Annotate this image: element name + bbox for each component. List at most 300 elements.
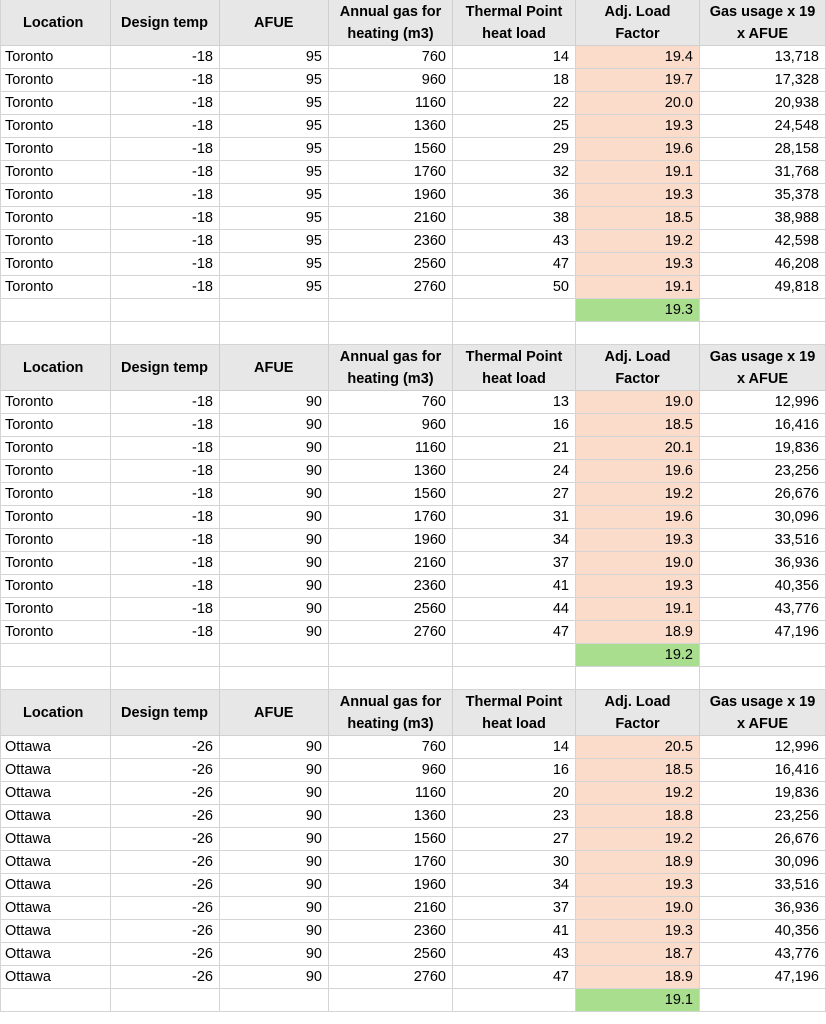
header-thermal-point[interactable]: Thermal Point heat load (453, 345, 576, 391)
cell-annual-gas[interactable]: 760 (329, 736, 453, 759)
cell-adj-load-factor[interactable]: 19.6 (576, 460, 700, 483)
table-row (0, 552, 826, 575)
cell-design-temp[interactable]: -18 (111, 184, 220, 207)
cell-thermal-point[interactable]: 44 (453, 598, 576, 621)
cell-design-temp[interactable]: -26 (111, 782, 220, 805)
cell-gas-usage[interactable]: 30,096 (700, 851, 826, 874)
cell-gas-usage[interactable]: 36,936 (700, 552, 826, 575)
cell-annual-gas[interactable]: 760 (329, 46, 453, 69)
cell-design-temp[interactable]: -26 (111, 851, 220, 874)
cell-gas-usage[interactable]: 16,416 (700, 759, 826, 782)
cell-thermal-point[interactable]: 16 (453, 759, 576, 782)
header-adj-load-factor[interactable]: Adj. Load Factor (576, 345, 700, 391)
cell-adj-load-factor[interactable]: 19.2 (576, 782, 700, 805)
cell-thermal-point[interactable]: 30 (453, 851, 576, 874)
header-afue[interactable]: AFUE (220, 345, 329, 391)
cell-adj-load-factor[interactable]: 19.6 (576, 138, 700, 161)
cell-gas-usage[interactable]: 43,776 (700, 598, 826, 621)
cell-gas-usage[interactable]: 23,256 (700, 805, 826, 828)
cell-afue[interactable]: 90 (220, 782, 329, 805)
cell-design-temp[interactable]: -18 (111, 598, 220, 621)
cell-adj-load-factor[interactable]: 19.2 (576, 483, 700, 506)
header-gas-usage[interactable]: Gas usage x 19 x AFUE (700, 0, 826, 46)
header-thermal-point[interactable]: Thermal Point heat load (453, 690, 576, 736)
empty-cell[interactable] (111, 322, 220, 345)
cell-afue[interactable]: 90 (220, 483, 329, 506)
cell-design-temp[interactable]: -18 (111, 460, 220, 483)
cell-afue[interactable]: 95 (220, 253, 329, 276)
cell-afue[interactable]: 90 (220, 805, 329, 828)
cell-thermal-point[interactable]: 31 (453, 506, 576, 529)
empty-cell[interactable] (700, 322, 826, 345)
cell-adj-load-factor[interactable]: 20.5 (576, 736, 700, 759)
cell-thermal-point[interactable]: 37 (453, 897, 576, 920)
cell-thermal-point[interactable]: 25 (453, 115, 576, 138)
cell-location[interactable]: Toronto (0, 529, 111, 552)
cell-afue[interactable]: 95 (220, 115, 329, 138)
table-row (0, 736, 826, 759)
table-row (0, 851, 826, 874)
empty-cell[interactable] (329, 322, 453, 345)
cell-gas-usage[interactable]: 26,676 (700, 483, 826, 506)
cell-location[interactable]: Ottawa (0, 782, 111, 805)
cell-annual-gas[interactable]: 2160 (329, 207, 453, 230)
cell-annual-gas[interactable]: 960 (329, 414, 453, 437)
cell-thermal-point[interactable]: 34 (453, 529, 576, 552)
table-row (0, 207, 826, 230)
cell-thermal-point[interactable]: 47 (453, 621, 576, 644)
cell-design-temp[interactable]: -26 (111, 943, 220, 966)
empty-cell[interactable] (700, 989, 826, 1012)
cell-adj-load-factor[interactable]: 19.3 (576, 115, 700, 138)
cell-thermal-point[interactable]: 27 (453, 828, 576, 851)
empty-cell[interactable] (453, 322, 576, 345)
cell-thermal-point[interactable]: 43 (453, 230, 576, 253)
cell-adj-load-factor[interactable]: 19.0 (576, 897, 700, 920)
cell-location[interactable]: Ottawa (0, 874, 111, 897)
cell-annual-gas[interactable]: 960 (329, 759, 453, 782)
cell-gas-usage[interactable]: 42,598 (700, 230, 826, 253)
cell-annual-gas[interactable]: 2360 (329, 575, 453, 598)
empty-cell[interactable] (329, 989, 453, 1012)
cell-location[interactable]: Toronto (0, 69, 111, 92)
cell-afue[interactable]: 95 (220, 276, 329, 299)
header-afue[interactable]: AFUE (220, 690, 329, 736)
cell-gas-usage[interactable]: 19,836 (700, 437, 826, 460)
cell-gas-usage[interactable]: 38,988 (700, 207, 826, 230)
cell-location[interactable]: Toronto (0, 552, 111, 575)
cell-annual-gas[interactable]: 2360 (329, 230, 453, 253)
cell-thermal-point[interactable]: 14 (453, 46, 576, 69)
header-gas-usage[interactable]: Gas usage x 19 x AFUE (700, 690, 826, 736)
cell-gas-usage[interactable]: 40,356 (700, 575, 826, 598)
cell-gas-usage[interactable]: 23,256 (700, 460, 826, 483)
header-annual-gas[interactable]: Annual gas for heating (m3) (329, 0, 453, 46)
empty-cell[interactable] (453, 667, 576, 690)
cell-location[interactable]: Toronto (0, 184, 111, 207)
header-location[interactable]: Location (0, 690, 111, 736)
cell-adj-load-factor[interactable]: 19.1 (576, 598, 700, 621)
cell-annual-gas[interactable]: 2760 (329, 276, 453, 299)
cell-design-temp[interactable]: -18 (111, 391, 220, 414)
cell-design-temp[interactable]: -18 (111, 276, 220, 299)
cell-location[interactable]: Toronto (0, 276, 111, 299)
empty-cell[interactable] (329, 667, 453, 690)
cell-gas-usage[interactable]: 47,196 (700, 621, 826, 644)
empty-cell[interactable] (111, 667, 220, 690)
empty-cell[interactable] (0, 667, 111, 690)
cell-design-temp[interactable]: -18 (111, 115, 220, 138)
cell-afue[interactable]: 90 (220, 575, 329, 598)
table-row (0, 759, 826, 782)
cell-annual-gas[interactable]: 2160 (329, 552, 453, 575)
empty-cell[interactable] (700, 667, 826, 690)
cell-annual-gas[interactable]: 1760 (329, 506, 453, 529)
cell-location[interactable]: Toronto (0, 506, 111, 529)
empty-cell[interactable] (220, 667, 329, 690)
cell-annual-gas[interactable]: 1160 (329, 437, 453, 460)
cell-gas-usage[interactable]: 28,158 (700, 138, 826, 161)
cell-thermal-point[interactable]: 18 (453, 69, 576, 92)
cell-annual-gas[interactable]: 2560 (329, 943, 453, 966)
cell-afue[interactable]: 95 (220, 69, 329, 92)
cell-thermal-point[interactable]: 21 (453, 437, 576, 460)
cell-thermal-point[interactable]: 16 (453, 414, 576, 437)
cell-gas-usage[interactable]: 49,818 (700, 276, 826, 299)
cell-afue[interactable]: 90 (220, 828, 329, 851)
header-thermal-point[interactable]: Thermal Point heat load (453, 0, 576, 46)
cell-adj-load-factor[interactable]: 19.0 (576, 391, 700, 414)
cell-location[interactable]: Ottawa (0, 805, 111, 828)
cell-location[interactable]: Ottawa (0, 828, 111, 851)
empty-cell[interactable] (111, 299, 220, 322)
cell-thermal-point[interactable]: 34 (453, 874, 576, 897)
cell-gas-usage[interactable]: 43,776 (700, 943, 826, 966)
cell-annual-gas[interactable]: 2160 (329, 897, 453, 920)
cell-gas-usage[interactable]: 33,516 (700, 529, 826, 552)
cell-annual-gas[interactable]: 1360 (329, 805, 453, 828)
cell-annual-gas[interactable]: 1960 (329, 874, 453, 897)
empty-cell[interactable] (220, 299, 329, 322)
cell-design-temp[interactable]: -26 (111, 897, 220, 920)
empty-cell[interactable] (0, 322, 111, 345)
table-row (0, 460, 826, 483)
cell-location[interactable]: Toronto (0, 598, 111, 621)
cell-location[interactable]: Toronto (0, 391, 111, 414)
cell-annual-gas[interactable]: 1360 (329, 115, 453, 138)
cell-location[interactable]: Toronto (0, 46, 111, 69)
cell-design-temp[interactable]: -18 (111, 575, 220, 598)
empty-cell[interactable] (453, 989, 576, 1012)
average-load-factor[interactable]: 19.1 (576, 989, 700, 1012)
cell-design-temp[interactable]: -18 (111, 161, 220, 184)
cell-thermal-point[interactable]: 22 (453, 92, 576, 115)
cell-location[interactable]: Toronto (0, 437, 111, 460)
cell-annual-gas[interactable]: 1560 (329, 828, 453, 851)
cell-gas-usage[interactable]: 47,196 (700, 966, 826, 989)
cell-adj-load-factor[interactable]: 19.2 (576, 230, 700, 253)
cell-adj-load-factor[interactable]: 20.1 (576, 437, 700, 460)
cell-adj-load-factor[interactable]: 18.5 (576, 759, 700, 782)
cell-annual-gas[interactable]: 1560 (329, 483, 453, 506)
cell-adj-load-factor[interactable]: 18.9 (576, 966, 700, 989)
cell-gas-usage[interactable]: 35,378 (700, 184, 826, 207)
empty-cell[interactable] (329, 299, 453, 322)
empty-cell[interactable] (220, 322, 329, 345)
cell-location[interactable]: Toronto (0, 230, 111, 253)
table-row (0, 230, 826, 253)
cell-thermal-point[interactable]: 47 (453, 966, 576, 989)
cell-adj-load-factor[interactable]: 19.1 (576, 276, 700, 299)
cell-design-temp[interactable]: -26 (111, 828, 220, 851)
cell-location[interactable]: Toronto (0, 207, 111, 230)
empty-cell[interactable] (329, 644, 453, 667)
empty-cell[interactable] (453, 644, 576, 667)
header-location[interactable]: Location (0, 0, 111, 46)
empty-cell[interactable] (453, 299, 576, 322)
cell-adj-load-factor[interactable]: 19.3 (576, 920, 700, 943)
cell-afue[interactable]: 90 (220, 621, 329, 644)
header-adj-load-factor[interactable]: Adj. Load Factor (576, 690, 700, 736)
cell-adj-load-factor[interactable]: 19.3 (576, 529, 700, 552)
cell-gas-usage[interactable]: 13,718 (700, 46, 826, 69)
cell-adj-load-factor[interactable]: 18.5 (576, 207, 700, 230)
header-location[interactable]: Location (0, 345, 111, 391)
cell-thermal-point[interactable]: 47 (453, 253, 576, 276)
cell-afue[interactable]: 90 (220, 759, 329, 782)
empty-cell[interactable] (111, 989, 220, 1012)
cell-location[interactable]: Ottawa (0, 966, 111, 989)
cell-thermal-point[interactable]: 20 (453, 782, 576, 805)
cell-annual-gas[interactable]: 1160 (329, 782, 453, 805)
cell-adj-load-factor[interactable]: 19.6 (576, 506, 700, 529)
empty-cell[interactable] (700, 299, 826, 322)
cell-thermal-point[interactable]: 27 (453, 483, 576, 506)
cell-design-temp[interactable]: -18 (111, 69, 220, 92)
cell-thermal-point[interactable]: 29 (453, 138, 576, 161)
cell-location[interactable]: Ottawa (0, 759, 111, 782)
cell-adj-load-factor[interactable]: 18.7 (576, 943, 700, 966)
cell-design-temp[interactable]: -26 (111, 966, 220, 989)
cell-thermal-point[interactable]: 41 (453, 920, 576, 943)
cell-adj-load-factor[interactable]: 19.3 (576, 575, 700, 598)
table-row (0, 46, 826, 69)
cell-afue[interactable]: 95 (220, 230, 329, 253)
cell-adj-load-factor[interactable]: 19.3 (576, 874, 700, 897)
table-row (0, 92, 826, 115)
cell-adj-load-factor[interactable]: 19.0 (576, 552, 700, 575)
cell-gas-usage[interactable]: 40,356 (700, 920, 826, 943)
cell-location[interactable]: Ottawa (0, 920, 111, 943)
cell-design-temp[interactable]: -26 (111, 736, 220, 759)
cell-design-temp[interactable]: -18 (111, 621, 220, 644)
cell-location[interactable]: Toronto (0, 460, 111, 483)
cell-annual-gas[interactable]: 1360 (329, 460, 453, 483)
empty-cell[interactable] (0, 299, 111, 322)
cell-afue[interactable]: 90 (220, 506, 329, 529)
cell-gas-usage[interactable]: 33,516 (700, 874, 826, 897)
cell-afue[interactable]: 95 (220, 161, 329, 184)
cell-annual-gas[interactable]: 1760 (329, 161, 453, 184)
empty-cell[interactable] (220, 644, 329, 667)
cell-design-temp[interactable]: -18 (111, 506, 220, 529)
empty-cell[interactable] (576, 667, 700, 690)
empty-cell[interactable] (220, 989, 329, 1012)
cell-annual-gas[interactable]: 1960 (329, 529, 453, 552)
cell-afue[interactable]: 95 (220, 184, 329, 207)
cell-afue[interactable]: 95 (220, 138, 329, 161)
cell-annual-gas[interactable]: 1560 (329, 138, 453, 161)
cell-gas-usage[interactable]: 20,938 (700, 92, 826, 115)
cell-afue[interactable]: 95 (220, 92, 329, 115)
header-design-temp[interactable]: Design temp (111, 0, 220, 46)
empty-cell[interactable] (576, 322, 700, 345)
cell-afue[interactable]: 90 (220, 460, 329, 483)
cell-afue[interactable]: 90 (220, 736, 329, 759)
cell-location[interactable]: Toronto (0, 115, 111, 138)
cell-adj-load-factor[interactable]: 18.5 (576, 414, 700, 437)
cell-adj-load-factor[interactable]: 19.3 (576, 253, 700, 276)
cell-design-temp[interactable]: -18 (111, 483, 220, 506)
cell-afue[interactable]: 90 (220, 874, 329, 897)
cell-gas-usage[interactable]: 31,768 (700, 161, 826, 184)
cell-gas-usage[interactable]: 17,328 (700, 69, 826, 92)
header-adj-load-factor[interactable]: Adj. Load Factor (576, 0, 700, 46)
cell-location[interactable]: Toronto (0, 414, 111, 437)
cell-design-temp[interactable]: -26 (111, 759, 220, 782)
cell-location[interactable]: Toronto (0, 253, 111, 276)
cell-afue[interactable]: 90 (220, 920, 329, 943)
cell-adj-load-factor[interactable]: 19.4 (576, 46, 700, 69)
cell-afue[interactable]: 95 (220, 46, 329, 69)
cell-annual-gas[interactable]: 2560 (329, 598, 453, 621)
cell-annual-gas[interactable]: 960 (329, 69, 453, 92)
cell-design-temp[interactable]: -26 (111, 874, 220, 897)
cell-design-temp[interactable]: -18 (111, 253, 220, 276)
cell-gas-usage[interactable]: 26,676 (700, 828, 826, 851)
cell-adj-load-factor[interactable]: 19.3 (576, 184, 700, 207)
cell-location[interactable]: Ottawa (0, 943, 111, 966)
table-row (0, 253, 826, 276)
cell-afue[interactable]: 90 (220, 529, 329, 552)
cell-thermal-point[interactable]: 23 (453, 805, 576, 828)
cell-design-temp[interactable]: -18 (111, 414, 220, 437)
cell-location[interactable]: Toronto (0, 161, 111, 184)
empty-cell[interactable] (0, 644, 111, 667)
cell-adj-load-factor[interactable]: 19.2 (576, 828, 700, 851)
cell-gas-usage[interactable]: 12,996 (700, 736, 826, 759)
cell-thermal-point[interactable]: 43 (453, 943, 576, 966)
cell-gas-usage[interactable]: 12,996 (700, 391, 826, 414)
cell-design-temp[interactable]: -26 (111, 920, 220, 943)
cell-adj-load-factor[interactable]: 19.7 (576, 69, 700, 92)
cell-gas-usage[interactable]: 46,208 (700, 253, 826, 276)
cell-afue[interactable]: 90 (220, 966, 329, 989)
cell-gas-usage[interactable]: 16,416 (700, 414, 826, 437)
table-row (0, 69, 826, 92)
empty-cell[interactable] (111, 644, 220, 667)
cell-thermal-point[interactable]: 36 (453, 184, 576, 207)
cell-annual-gas[interactable]: 2760 (329, 966, 453, 989)
cell-location[interactable]: Toronto (0, 575, 111, 598)
cell-location[interactable]: Ottawa (0, 897, 111, 920)
cell-thermal-point[interactable]: 50 (453, 276, 576, 299)
cell-afue[interactable]: 90 (220, 943, 329, 966)
cell-afue[interactable]: 90 (220, 414, 329, 437)
cell-gas-usage[interactable]: 36,936 (700, 897, 826, 920)
cell-afue[interactable]: 90 (220, 897, 329, 920)
cell-adj-load-factor[interactable]: 20.0 (576, 92, 700, 115)
cell-design-temp[interactable]: -18 (111, 437, 220, 460)
cell-thermal-point[interactable]: 37 (453, 552, 576, 575)
cell-design-temp[interactable]: -18 (111, 138, 220, 161)
cell-annual-gas[interactable]: 760 (329, 391, 453, 414)
cell-location[interactable]: Ottawa (0, 736, 111, 759)
cell-afue[interactable]: 95 (220, 207, 329, 230)
cell-annual-gas[interactable]: 1760 (329, 851, 453, 874)
cell-thermal-point[interactable]: 14 (453, 736, 576, 759)
cell-design-temp[interactable]: -18 (111, 92, 220, 115)
header-afue[interactable]: AFUE (220, 0, 329, 46)
header-gas-usage[interactable]: Gas usage x 19 x AFUE (700, 345, 826, 391)
cell-thermal-point[interactable]: 13 (453, 391, 576, 414)
cell-design-temp[interactable]: -18 (111, 46, 220, 69)
empty-cell[interactable] (700, 644, 826, 667)
table-row (0, 943, 826, 966)
cell-location[interactable]: Toronto (0, 483, 111, 506)
cell-adj-load-factor[interactable]: 18.9 (576, 851, 700, 874)
empty-cell[interactable] (0, 989, 111, 1012)
cell-gas-usage[interactable]: 30,096 (700, 506, 826, 529)
header-design-temp[interactable]: Design temp (111, 345, 220, 391)
cell-thermal-point[interactable]: 32 (453, 161, 576, 184)
cell-afue[interactable]: 90 (220, 598, 329, 621)
average-load-factor[interactable]: 19.2 (576, 644, 700, 667)
cell-thermal-point[interactable]: 41 (453, 575, 576, 598)
cell-annual-gas[interactable]: 1960 (329, 184, 453, 207)
blank-row (0, 322, 826, 345)
cell-adj-load-factor[interactable]: 19.1 (576, 161, 700, 184)
cell-annual-gas[interactable]: 2560 (329, 253, 453, 276)
cell-location[interactable]: Toronto (0, 138, 111, 161)
header-annual-gas[interactable]: Annual gas for heating (m3) (329, 345, 453, 391)
cell-thermal-point[interactable]: 24 (453, 460, 576, 483)
cell-design-temp[interactable]: -18 (111, 230, 220, 253)
cell-design-temp[interactable]: -18 (111, 529, 220, 552)
header-annual-gas[interactable]: Annual gas for heating (m3) (329, 690, 453, 736)
cell-design-temp[interactable]: -18 (111, 552, 220, 575)
cell-afue[interactable]: 90 (220, 851, 329, 874)
cell-annual-gas[interactable]: 2760 (329, 621, 453, 644)
cell-location[interactable]: Toronto (0, 621, 111, 644)
average-load-factor[interactable]: 19.3 (576, 299, 700, 322)
cell-location[interactable]: Toronto (0, 92, 111, 115)
cell-afue[interactable]: 90 (220, 391, 329, 414)
cell-afue[interactable]: 90 (220, 552, 329, 575)
cell-thermal-point[interactable]: 38 (453, 207, 576, 230)
cell-location[interactable]: Ottawa (0, 851, 111, 874)
cell-design-temp[interactable]: -26 (111, 805, 220, 828)
cell-adj-load-factor[interactable]: 18.8 (576, 805, 700, 828)
header-design-temp[interactable]: Design temp (111, 690, 220, 736)
cell-design-temp[interactable]: -18 (111, 207, 220, 230)
cell-gas-usage[interactable]: 19,836 (700, 782, 826, 805)
cell-annual-gas[interactable]: 1160 (329, 92, 453, 115)
cell-afue[interactable]: 90 (220, 437, 329, 460)
cell-gas-usage[interactable]: 24,548 (700, 115, 826, 138)
cell-annual-gas[interactable]: 2360 (329, 920, 453, 943)
cell-adj-load-factor[interactable]: 18.9 (576, 621, 700, 644)
